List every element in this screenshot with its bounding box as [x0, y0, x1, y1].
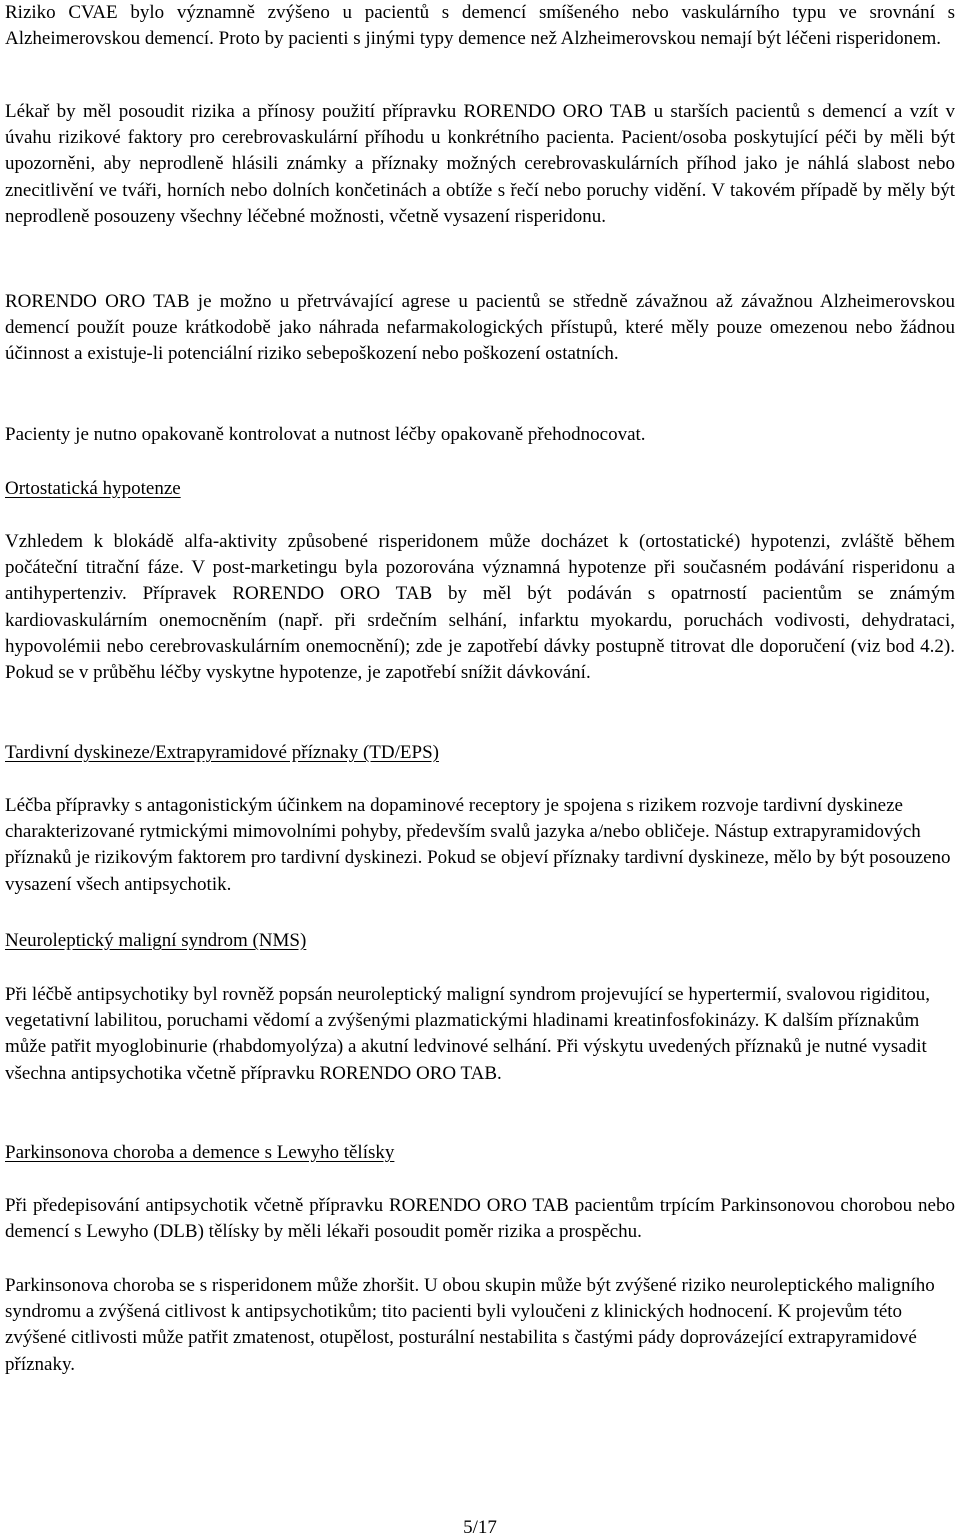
heading-tardive-dyskinesia: Tardivní dyskineze/Extrapyramidové příznaky (TD/EPS): [5, 742, 439, 763]
paragraph-monitoring: Pacienty je nutno opakovaně kontrolovat a nutnost léčby opakovaně přehodnocovat.: [5, 424, 646, 445]
heading-orthostatic-hypotension: Ortostatická hypotenze: [5, 478, 181, 499]
paragraph-aggression-use: RORENDO ORO TAB je možno u přetrvávající agrese u pacientů se středně závažnou až závažnou Alzheimerovskou demencí použít pouze krátkodobě jako náhrada nefarmakologických přístupů, které měly pouze omezenou nebo žádnou účinnost a existuje-li potenciální riziko sebepoškození nebo poškození ostatních.: [5, 291, 955, 365]
page-number: 5/17: [463, 1517, 497, 1538]
heading-nms: Neuroleptický maligní syndrom (NMS): [5, 930, 307, 951]
heading-parkinson: Parkinsonova choroba a demence s Lewyho tělísky: [5, 1142, 395, 1163]
paragraph-tardive-dyskinesia: Léčba přípravky s antagonistickým účinkem na dopaminové receptory je spojena s rizikem rozvoje tardivní dyskineze charakterizované rytmickými mimovolními pohyby, především svalů jazyka a/nebo obličeje. Nástup extrapyramidových příznaků je rizikovým faktorem pro tardivní dyskinezi. Pokud se objeví příznaky tardivní dyskineze, mělo by být posouzeno vysazení všech antipsychotik.: [5, 795, 951, 895]
paragraph-parkinson-prescribing: Při předepisování antipsychotik včetně přípravku RORENDO ORO TAB pacientům trpícím Parkinsonovou chorobou nebo demencí s Lewyho (DLB) tělísky by měli lékaři posoudit poměr rizika a prospěchu.: [5, 1195, 955, 1243]
paragraph-physician-assessment: Lékař by měl posoudit rizika a přínosy použití přípravku RORENDO ORO TAB u starších pacientů s demencí a vzít v úvahu rizikové faktory pro cerebrovaskulární příhodu u konkrétního pacienta. Pacient/osoba poskytující péči by měli být upozorněni, aby neprodleně hlásili známky a příznaky možných cerebrovaskulárních příhod jako je náhlá slabost nebo znecitlivění ve tváři, horních nebo dolních končetinách a obtíže s řečí nebo poruchy vidění. V takovém případě by měly být neprodleně posouzeny všechny léčebné možnosti, včetně vysazení risperidonu.: [5, 101, 955, 227]
paragraph-nms: Při léčbě antipsychotiky byl rovněž popsán neuroleptický maligní syndrom projevující se hypertermií, svalovou rigiditou, vegetativní labilitou, poruchami vědomí a zvýšenými plazmatickými hladinami kreatinfosfokinázy. K dalším příznakům může patřit myoglobinurie (rhabdomyolýza) a akutní ledvinové selhání. Při výskytu uvedených příznaků je nutné vysadit všechna antipsychotika včetně přípravku RORENDO ORO TAB.: [5, 984, 931, 1084]
paragraph-parkinson-worsening: Parkinsonova choroba se s risperidonem může zhoršit. U obou skupin může být zvýšené riziko neuroleptického maligního syndromu a zvýšená citlivost k antipsychotikům; tito pacienti byli vyloučeni z klinických hodnocení. K projevům této zvýšené citlivosti může patřit zmatenost, otupělost, posturální nestabilita s častými pády doprovázející extrapyramidové příznaky.: [5, 1275, 935, 1375]
paragraph-cvae-risk: Riziko CVAE bylo významně zvýšeno u pacientů s demencí smíšeného nebo vaskulárního typu ve srovnání s Alzheimerovskou demencí. Proto by pacienti s jinými typy demence než Alzheimerovskou nemají být léčeni risperidonem.: [5, 2, 955, 50]
paragraph-orthostatic-hypotension: Vzhledem k blokádě alfa-aktivity způsobené risperidonem může docházet k (ortostatické) hypotenzi, zvláště během počáteční titrační fáze. V post-marketingu byla pozorována významná hypotenze při současném podávání risperidonu a antihypertenziv. Přípravek RORENDO ORO TAB by měl být podáván s opatrností pacientům se známým kardiovaskulárním onemocněním (např. při srdečním selhání, infarktu myokardu, poruchách vodivosti, dehydrataci, hypovolémii nebo cerebrovaskulárním onemocnění); zde je zapotřebí dávky postupně titrovat dle doporučení (viz bod 4.2). Pokud se v průběhu léčby vyskytne hypotenze, je zapotřebí snížit dávkování.: [5, 531, 955, 684]
